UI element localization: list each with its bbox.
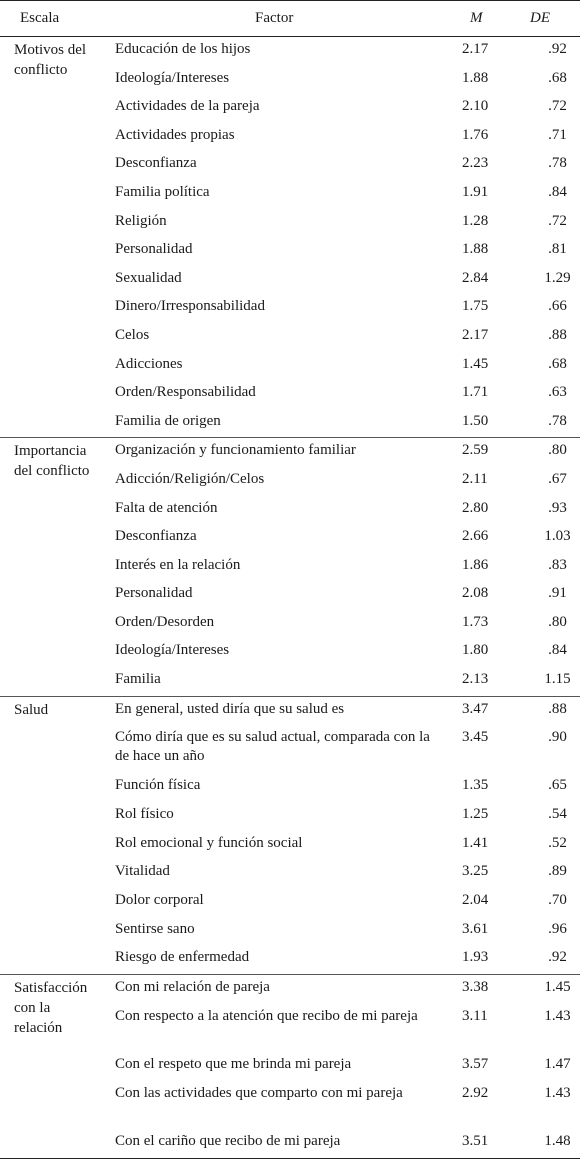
table-row [115, 94, 580, 123]
mean-cell: 3.45 [462, 729, 489, 746]
factor-cell: Con el respeto que me brinda mi pareja [115, 1055, 352, 1072]
mean-cell: 2.66 [462, 528, 489, 545]
sd-cell: 1.43 [544, 1084, 571, 1101]
sd-cell: .84 [548, 642, 567, 659]
mean-cell: 2.11 [462, 470, 488, 487]
factor-cell: Con las actividades que comparto con mi pareja [115, 1084, 403, 1101]
table-row [115, 209, 580, 238]
mean-cell: 2.10 [462, 98, 489, 115]
table-row [115, 180, 580, 209]
section-2 [0, 438, 580, 696]
sd-cell: .84 [548, 183, 567, 200]
sd-cell: .71 [548, 126, 567, 143]
sd-cell: 1.45 [544, 979, 571, 996]
mean-cell: 2.17 [462, 326, 489, 343]
factor-cell: Desconfianza [115, 528, 197, 545]
header-m: M [470, 10, 483, 26]
mean-cell: 2.13 [462, 671, 489, 688]
table-row [115, 496, 580, 525]
mean-cell: 3.11 [462, 1007, 488, 1024]
sd-cell: .66 [548, 298, 567, 315]
section-3 [0, 697, 580, 976]
factor-cell: Adicciones [115, 355, 183, 372]
mean-cell: 1.75 [462, 298, 489, 315]
sd-cell: .54 [548, 806, 567, 823]
mean-cell: 1.93 [462, 949, 489, 966]
factor-cell: Celos [115, 326, 150, 343]
sd-cell: .78 [548, 412, 567, 429]
mean-cell: 2.23 [462, 155, 489, 172]
sd-cell: .72 [548, 98, 567, 115]
sd-cell: .65 [548, 777, 567, 794]
table-row [115, 667, 580, 696]
table-row [115, 438, 580, 467]
sd-cell: .93 [548, 499, 567, 516]
header-factor: Factor [255, 10, 294, 26]
table-row [115, 831, 580, 860]
table-row [115, 352, 580, 381]
table-body [0, 37, 580, 1159]
sd-cell: 1.03 [544, 528, 571, 545]
table-row [115, 1129, 580, 1158]
factor-cell: Familia de origen [115, 412, 221, 429]
factor-cell: Ideología/Intereses [115, 69, 230, 86]
factor-cell: Educación de los hijos [115, 41, 251, 57]
mean-cell: 1.50 [462, 412, 489, 429]
factor-cell: Falta de atención [115, 499, 218, 516]
mean-cell: 3.47 [462, 700, 489, 717]
factor-cell: Actividades de la pareja [115, 98, 260, 115]
header-de: DE [530, 10, 550, 26]
mean-cell: 2.17 [462, 41, 489, 57]
sd-cell: .78 [548, 155, 567, 172]
factor-cell: Orden/Responsabilidad [115, 384, 256, 401]
sd-cell: .81 [548, 241, 567, 258]
table-row [115, 294, 580, 323]
table-row [115, 610, 580, 639]
mean-cell: 2.08 [462, 585, 489, 602]
sd-cell: .70 [548, 892, 567, 909]
mean-cell: 2.04 [462, 892, 489, 909]
sd-cell: 1.48 [544, 1132, 571, 1149]
factor-cell: Personalidad [115, 585, 193, 602]
sd-cell: .88 [548, 700, 567, 717]
sd-cell: .72 [548, 212, 567, 229]
table-row [115, 123, 580, 152]
scale-name: Importancia del conflicto [14, 443, 90, 480]
factor-cell: Familia política [115, 183, 210, 200]
mean-cell: 1.80 [462, 642, 489, 659]
factor-cell: Vitalidad [115, 863, 170, 880]
mean-cell: 2.80 [462, 499, 489, 516]
mean-cell: 2.92 [462, 1084, 489, 1101]
mean-cell: 1.86 [462, 556, 489, 573]
factor-cell: Orden/Desorden [115, 613, 215, 630]
table-header [0, 0, 580, 37]
factor-cell: Rol emocional y función social [115, 834, 303, 851]
table-row [115, 524, 580, 553]
table-row [115, 237, 580, 266]
table-row [115, 638, 580, 667]
mean-cell: 1.76 [462, 126, 489, 143]
sd-cell: .90 [548, 729, 567, 746]
sd-cell: .80 [548, 613, 567, 630]
factor-cell: Rol físico [115, 806, 174, 823]
mean-cell: 1.88 [462, 69, 489, 86]
table-row [115, 859, 580, 888]
sd-cell: 1.43 [544, 1007, 571, 1024]
sd-cell: .63 [548, 384, 567, 401]
table-row [115, 37, 580, 66]
table-row [115, 553, 580, 582]
sd-cell: 1.29 [544, 269, 571, 286]
factor-cell: Con respecto a la atención que recibo de mi pareja [115, 1007, 418, 1024]
sd-cell: .89 [548, 863, 567, 880]
factor-cell: Adicción/Religión/Celos [115, 470, 265, 487]
factor-cell: Con mi relación de pareja [115, 979, 270, 996]
mean-cell: 1.88 [462, 241, 489, 258]
factor-cell: Riesgo de enfermedad [115, 949, 250, 966]
sd-cell: .68 [548, 69, 567, 86]
sd-cell: .68 [548, 355, 567, 372]
mean-cell: 2.59 [462, 442, 489, 459]
sd-cell: .96 [548, 920, 567, 937]
table-row [115, 581, 580, 610]
factor-cell: Interés en la relación [115, 556, 241, 573]
sd-cell: .83 [548, 556, 567, 573]
table-row [115, 151, 580, 180]
mean-cell: 3.61 [462, 920, 489, 937]
factor-cell: Desconfianza [115, 155, 197, 172]
mean-cell: 1.28 [462, 212, 489, 229]
table-row [115, 409, 580, 438]
table-row [115, 917, 580, 946]
table-row [115, 323, 580, 352]
factor-cell: Sentirse sano [115, 920, 195, 937]
mean-cell: 3.38 [462, 979, 489, 996]
sd-cell: .80 [548, 442, 567, 459]
factor-cell: Sexualidad [115, 269, 182, 286]
sd-cell: 1.47 [544, 1055, 571, 1072]
table-row [115, 380, 580, 409]
factor-cell: Personalidad [115, 241, 193, 258]
sd-cell: .91 [548, 585, 567, 602]
factor-cell: Religión [115, 212, 167, 229]
factor-cell: Actividades propias [115, 126, 235, 143]
mean-cell: 1.25 [462, 806, 489, 823]
factor-cell: Función física [115, 777, 201, 794]
mean-cell: 1.45 [462, 355, 489, 372]
table-row [115, 725, 580, 773]
table-row [115, 266, 580, 295]
mean-cell: 3.25 [462, 863, 489, 880]
factor-cell: Ideología/Intereses [115, 642, 230, 659]
mean-cell: 1.91 [462, 183, 489, 200]
table-row [115, 1004, 580, 1052]
table-row [115, 975, 580, 1004]
factor-cell: Cómo diría que es su salud actual, comparada con la de hace un año [115, 729, 430, 765]
factor-cell: Organización y funcionamiento familiar [115, 442, 356, 459]
table-row [115, 773, 580, 802]
section-4 [0, 975, 580, 1158]
mean-cell: 1.35 [462, 777, 489, 794]
scale-name: Satisfacción con la relación [14, 980, 88, 1037]
table-row [115, 467, 580, 496]
sd-cell: 1.15 [544, 671, 571, 688]
sd-cell: .92 [548, 949, 567, 966]
table-row [115, 697, 580, 726]
table-row [115, 945, 580, 974]
table-row [115, 1052, 580, 1081]
mean-cell: 1.41 [462, 834, 489, 851]
scale-name: Motivos del conflicto [14, 42, 87, 78]
section-1 [0, 37, 580, 438]
mean-cell: 1.71 [462, 384, 489, 401]
sd-cell: .52 [548, 834, 567, 851]
sd-cell: .88 [548, 326, 567, 343]
factor-cell: En general, usted diría que su salud es [115, 700, 345, 717]
mean-cell: 3.57 [462, 1055, 489, 1072]
table-row [115, 1081, 580, 1129]
factor-cell: Dolor corporal [115, 892, 204, 909]
sd-cell: .92 [548, 41, 567, 57]
factor-cell: Dinero/Irresponsabilidad [115, 298, 265, 315]
table-row [115, 802, 580, 831]
header-escala: Escala [20, 10, 60, 26]
scale-name: Salud [14, 701, 49, 718]
factor-cell: Con el cariño que recibo de mi pareja [115, 1132, 341, 1149]
sd-cell: .67 [548, 470, 567, 487]
table-row [115, 66, 580, 95]
mean-cell: 3.51 [462, 1132, 489, 1149]
table-row [115, 888, 580, 917]
mean-cell: 1.73 [462, 613, 489, 630]
mean-cell: 2.84 [462, 269, 489, 286]
factor-cell: Familia [115, 671, 161, 688]
